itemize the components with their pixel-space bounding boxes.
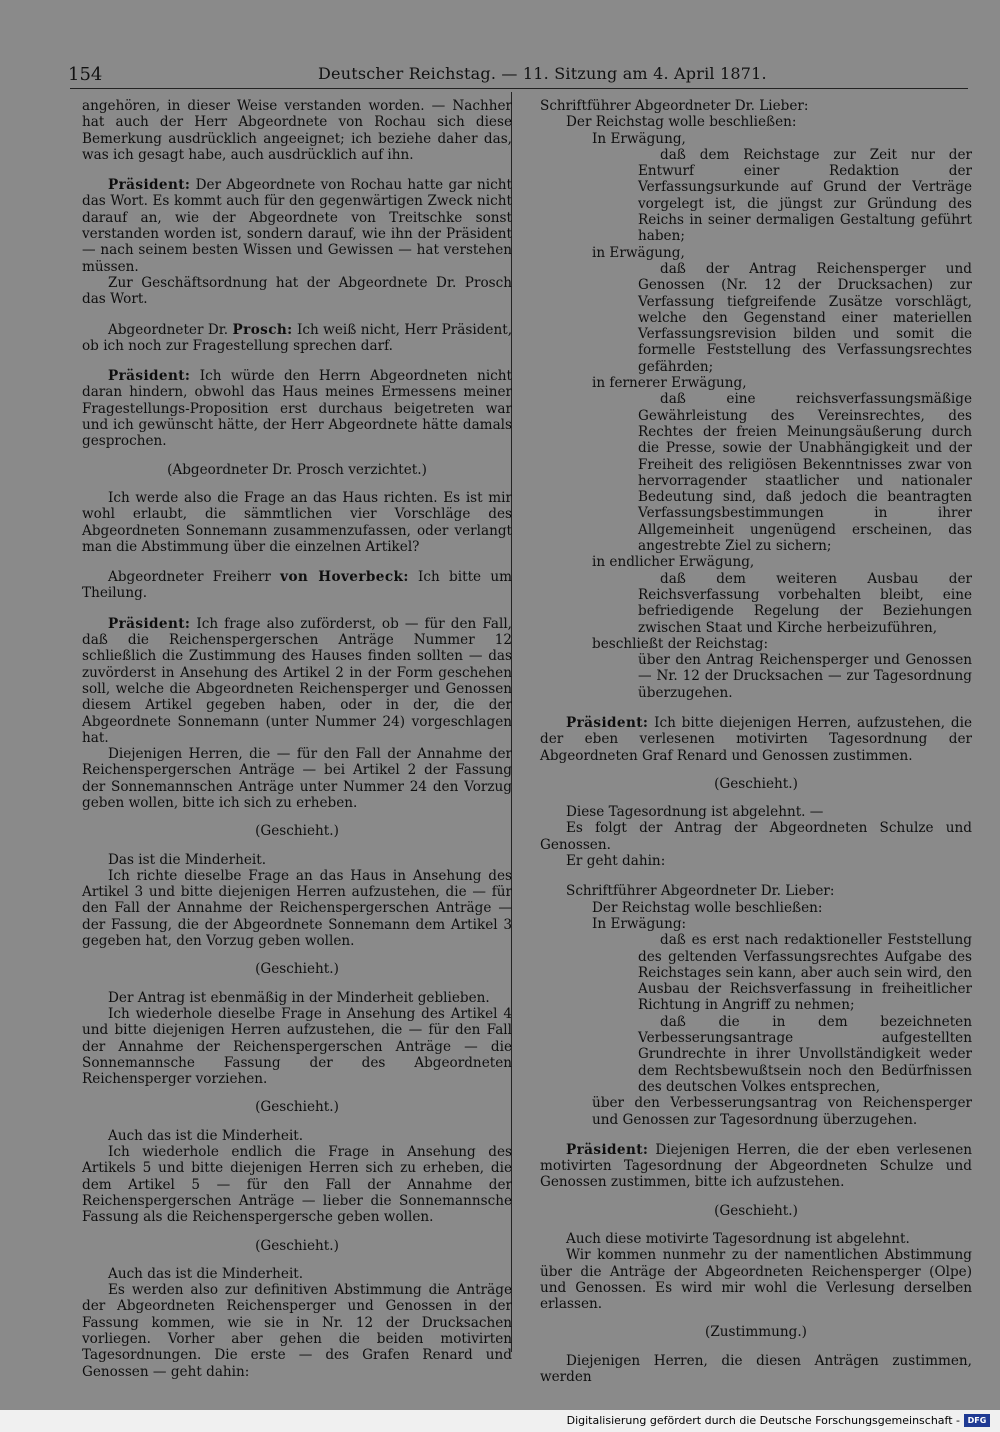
speaker-name: Präsident: [108,177,191,194]
paragraph: Ich wiederhole dieselbe Frage in Ansehung des Artikel 4 und bitte diejenigen Herren aufzustehen, die — für den Fall der Annahme der Reichenspergerschen Anträge — die Sonnemannsche Fassung der des Abgeordneten Reichensperger vorziehen. [82,1005,512,1088]
paragraph [82,322,512,355]
paragraph [82,569,512,602]
paragraph: Diese Tagesordnung ist abgelehnt. — [566,804,824,821]
stage-direction: (Abgeordneter Dr. Prosch verzichtet.) [167,461,427,478]
motion-line: beschließt der Reichstag: [592,635,769,652]
speaker-line: Schriftführer Abgeordneter Dr. Lieber: [566,883,835,900]
paragraph: Er geht dahin: [566,853,666,870]
motion-line: Der Reichstag wolle beschließen: [566,114,797,131]
paragraph [82,616,512,746]
speech-text: Diejenigen Herren, die der eben verlesenen motivirten Tagesordnung der Abgeordneten Schulze und Genossen zustimmen, bitte ich aufzustehen. [540,1141,972,1191]
paragraph: angehören, in dieser Weise verstanden worden. — Nachher hat auch der Herr Abgeordnete von Rochau sich diese Bemerkung ausdrücklich angeeignet; ich beziehe daher das, was ich gesagt habe, auch ausdrücklich auf ihn. [82,98,512,163]
motion-line: Der Reichstag wolle beschließen: [592,899,823,916]
speaker-name: von Hoverbeck: [280,569,409,586]
motion-clause: daß dem Reichstage zur Zeit nur der Entwurf einer Redaktion der Verfassungsurkunde auf Grund der Verträge vorgelegt ist, die jüngst zur Gründung des Reichs in seiner dermaligen Gestaltung geführt haben; [638,146,972,245]
paragraph: Wir kommen nunmehr zu der namentlichen Abstimmung über die Anträge der Abgeordneten Reichensperger (Olpe) und Genossen. Es wird mir wohl die Verlesung derselben erlassen. [540,1247,972,1313]
motion-line: in fernerer Erwägung, [592,375,747,392]
motion-clause: daß es erst nach redaktioneller Feststellung des geltenden Verfassungsrechtes Aufgabe des Reichstages sein kann, aber auch sein wird, den Ausbau der Reichsverfassung in freiheitlicher Richtung in Angriff zu nehmen; [638,932,972,1014]
motion-clause: daß dem weiteren Ausbau der Reichsverfassung vorbehalten bleibt, eine befriedigende Regelung der Beziehungen zwischen Staat und Kirche herbeizuführen, [638,570,972,636]
left-column [82,98,512,1380]
motion-line: in Erwägung, [592,244,685,261]
stage-direction: (Geschieht.) [714,775,798,792]
paragraph: Auch das ist die Minderheit. [108,1127,304,1144]
right-column [540,98,972,1385]
motion-line: In Erwägung: [592,915,687,932]
page-header [68,58,968,88]
stage-direction: (Geschieht.) [255,1237,339,1254]
speech-text: Der Abgeordnete von Rochau hatte gar nicht das Wort. Es kommt auch für den gegenwärtigen Zweck nicht darauf an, wie der Abgeordnete von Treitschke sonst verstanden worden ist, sondern darauf, wie ihn der Präsident — nach seinem besten Wissen und Gewissen — hat verstehen müssen. [82,177,512,275]
speech-text: Ich weiß nicht, Herr Präsident, ob ich noch zur Fragestellung sprechen darf. [82,321,513,354]
speaker-name: Präsident: [566,714,649,731]
paragraph: Ich richte dieselbe Frage an das Haus in Ansehung des Artikel 3 und bitte diejenigen Herren aufzustehen, die — für den Fall der Annahme der Reichenspergerschen Anträge — der Fassung, die der Abgeordnete Sonnemann dem Artikel 3 gegeben hat, den Vorzug geben wollen. [82,867,512,950]
speech-text: Ich frage also zuförderst, ob — für den Fall, daß die Reichenspergerschen Anträge Nummer 12 schließlich die Zustimmung des Hauses finden sollten — das zuvörderst in Ansehung des Artikel 2 in der Form geschehen soll, welche die Abgeordneten Reichensperger und Genossen diesem Artikel gegeben haben, oder in der, die der Abgeordnete Sonnemann (unter Nummer 24) vorgeschlagen hat. [82,615,512,746]
paragraph: Zur Geschäftsordnung hat der Abgeordnete Dr. Prosch das Wort. [82,274,512,308]
speaker-prefix: Abgeordneter Freiherr [108,569,271,586]
speaker-name: Präsident: [566,1141,649,1158]
motion-line: In Erwägung, [592,130,686,147]
motion-clause: über den Verbesserungsantrag von Reichensperger und Genossen zur Tagesordnung überzugehen. [592,1095,972,1128]
header-rule [70,88,968,89]
speaker-prefix: Abgeordneter Dr. [108,321,229,338]
speaker-name: Präsident: [108,615,191,632]
paragraph: Ich wiederhole endlich die Frage in Ansehung des Artikels 5 und bitte diejenigen Herren sich zu erheben, die dem Artikel 5 — für den Fall der Annahme der Reichenspergerschen Anträge — lieber die Sonnemannsche Fassung als die Reichenspergersche geben wollen. [82,1144,512,1226]
funding-notice: Digitalisierung gefördert durch die Deutsche Forschungsgemeinschaft - [566,1414,960,1427]
paragraph: Diejenigen Herren, die diesen Anträgen zustimmen, werden [540,1352,972,1386]
speech-text: Ich würde den Herrn Abgeordneten nicht daran hindern, obwohl das Haus meines Ermessens meiner Fragestellungs-Proposition erst durchaus beigetreten war und ich gewünscht hätte, der Herr Abgeordnete hätte damals gesprochen. [82,368,512,450]
stage-direction: (Geschieht.) [255,1099,339,1116]
speaker-line: Schriftführer Abgeordneter Dr. Lieber: [540,98,809,114]
paragraph [540,1142,972,1191]
paragraph [82,368,512,449]
paragraph: Das ist die Minderheit. [108,851,267,868]
speaker-name: Prosch: [232,321,293,338]
stage-direction: (Zustimmung.) [705,1324,807,1341]
paragraph: Es folgt der Antrag der Abgeordneten Schulze und Genossen. [540,820,972,853]
stage-direction: (Geschieht.) [255,823,339,840]
dfg-logo-icon: DFG [964,1414,990,1427]
page-number: 154 [68,64,103,85]
paragraph [82,177,512,275]
motion-line: in endlicher Erwägung, [592,554,755,571]
motion-clause: daß der Antrag Reichensperger und Genossen (Nr. 12 der Drucksachen) zur Verfassung tiefgreifende Zusätze vorschlägt, welche den Gegenstand einer materiellen Verfassungsrevision bilden und somit die formelle Feststellung des Verfassungsrechtes gefährden; [638,260,972,375]
motion-clause: daß die in dem bezeichneten Verbesserungsantrage aufgestellten Grundrechte in ihrer Unvollständigkeit weder dem Rechtsbewußtsein noch den Bedürfnissen des deutschen Volkes entsprechen, [638,1013,972,1095]
footer-bar [0,1410,1000,1432]
paragraph: Auch diese motivirte Tagesordnung ist abgelehnt. [566,1231,910,1247]
speaker-name: Präsident: [108,368,191,385]
motion-clause: daß eine reichsverfassungsmäßige Gewährleistung des Vereinsrechtes, des Rechtes der freien Meinungsäußerung durch die Presse, sowie der Unabhängigkeit und der Freiheit des religiösen Bekenntnisses zwar von hervorragender staatlicher und nationaler Bedeutung sind, daß jedoch die beantragten Verfassungsbestimmungen in ihrer Allgemeinheit ungenügend erscheinen, das angestrebte Ziel zu sichern; [638,391,972,555]
stage-direction: (Geschieht.) [255,961,339,978]
running-title: Deutscher Reichstag. — 11. Sitzung am 4. April 1871. [318,64,767,83]
paragraph: Es werden also zur definitiven Abstimmung die Anträge der Abgeordneten Reichensperger und Genossen in der Fassung kommen, wie sie in Nr. 12 der Drucksachen vorliegen. Vorher aber gehen die beiden motivirten Tagesordnungen. Die erste — des Grafen Renard und Genossen — geht dahin: [82,1282,512,1380]
motion-clause: über den Antrag Reichensperger und Genossen — Nr. 12 der Drucksachen — zur Tagesordnung überzugehen. [638,652,972,701]
paragraph [540,715,972,764]
paragraph: Ich werde also die Frage an das Haus richten. Es ist mir wohl erlaubt, die sämmtlichen vier Vorschläge des Abgeordneten Sonnemann zusammenzufassen, oder verlangt man die Abstimmung über die einzelnen Artikel? [82,489,512,555]
speech-text: Ich bitte um Theilung. [82,569,512,602]
paragraph: Auch das ist die Minderheit. [108,1265,304,1282]
paragraph: Der Antrag ist ebenmäßig in der Minderheit geblieben. [108,989,490,1006]
stage-direction: (Geschieht.) [714,1202,798,1219]
speech-text: Ich bitte diejenigen Herren, aufzustehen, die der eben verlesenen motivirten Tagesordnung der Abgeordneten Graf Renard und Genossen zustimmen. [540,714,972,764]
paragraph: Diejenigen Herren, die — für den Fall der Annahme der Reichenspergerschen Anträge — bei Artikel 2 der Fassung der Sonnemannschen Anträge unter Nummer 24 den Vorzug geben wollen, bitte ich sich zu erheben. [82,746,512,811]
